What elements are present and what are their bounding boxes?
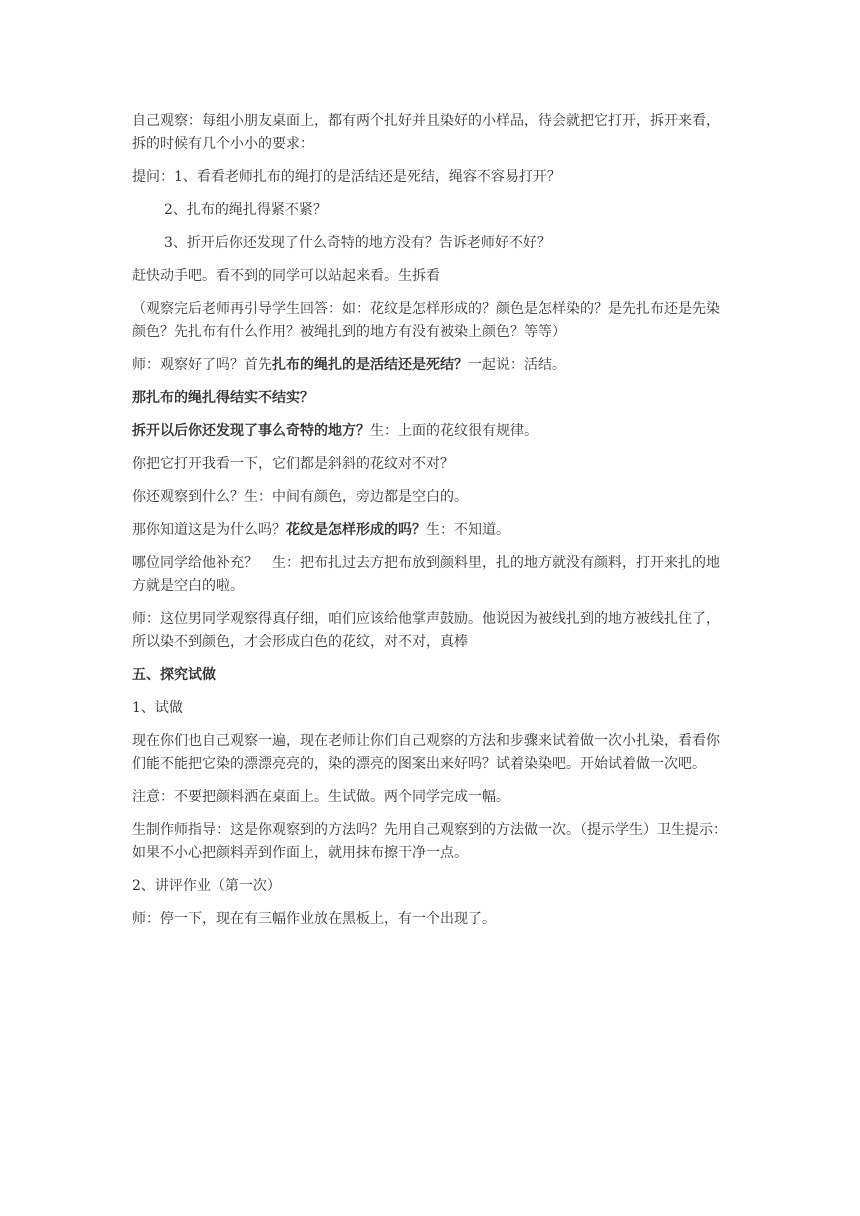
- paragraph-12: [132, 519, 732, 542]
- paragraph-19: [132, 819, 732, 865]
- paragraph-11: [132, 486, 732, 509]
- text-run: 注意：不要把颜料洒在桌面上。生试做。两个同学完成一幅。: [132, 789, 510, 805]
- text-run: 生：不知道。: [426, 522, 510, 538]
- paragraph-5: [132, 265, 732, 288]
- text-run: 你还观察到什么？生：中间有颜色，旁边都是空白的。: [132, 489, 468, 505]
- document-body: [132, 110, 732, 941]
- paragraph-16: [132, 697, 732, 720]
- paragraph-3: [132, 199, 732, 222]
- paragraph-4: [132, 232, 732, 255]
- paragraph-14: [132, 608, 732, 654]
- text-run: 现在你们也自己观察一遍，现在老师让你们自己观察的方法和步骤来试着做一次小扎染，看看你们能不能把它染的漂漂亮亮的，染的漂亮的图案出来好吗？试着染染吧。开始试着做一次吧。: [132, 733, 720, 772]
- text-run: （观察完后老师再引导学生回答：如：花纹是怎样形成的？颜色是怎样染的？是先扎布还是先染颜色？先扎布有什么作用？被绳扎到的地方有没有被染上颜色？等等）: [132, 301, 720, 340]
- text-run: 2、扎布的绳扎得紧不紧？: [164, 202, 327, 218]
- text-run: 哪位同学给他补充？ 生：把布扎过去方把布放到颜料里，扎的地方就没有颜料，打开来扎的地方就是空白的啦。: [132, 555, 720, 594]
- text-run: 你把它打开我看一下，它们都是斜斜的花纹对不对？: [132, 456, 454, 472]
- paragraph-9: [132, 420, 732, 443]
- text-run: 生：上面的花纹很有规律。: [370, 423, 538, 439]
- paragraph-10: [132, 453, 732, 476]
- paragraph-1: [132, 110, 732, 156]
- text-run: 自己观察：每组小朋友桌面上，都有两个扎好并且染好的小样品，待会就把它打开，拆开来看，拆的时候有几个小小的要求：: [132, 113, 720, 152]
- paragraph-6: [132, 298, 732, 344]
- text-run: 提问：1、看看老师扎布的绳打的是活结还是死结，绳容不容易打开？: [132, 169, 561, 185]
- text-run: 1、试做: [132, 700, 183, 716]
- bold-run: 那扎布的绳扎得结实不结实？: [132, 390, 314, 406]
- text-run: 师：观察好了吗？首先: [132, 357, 272, 373]
- text-run: 生制作师指导：这是你观察到的方法吗？先用自己观察到的方法做一次。（提示学生）卫生提示：如果不小心把颜料弄到作面上，就用抹布擦干净一点。: [132, 822, 727, 861]
- paragraph-2: [132, 166, 732, 189]
- text-run: 师：停一下，现在有三幅作业放在黑板上，有一个出现了。: [132, 911, 496, 927]
- text-run: 那你知道这是为什么吗？: [132, 522, 286, 538]
- paragraph-18: [132, 786, 732, 809]
- paragraph-21: [132, 908, 732, 931]
- text-run: 2、讲评作业（第一次）: [132, 878, 281, 894]
- text-run: 3、折开后你还发现了什么奇特的地方没有？告诉老师好不好？: [164, 235, 551, 251]
- section-heading: [132, 664, 732, 687]
- paragraph-17: [132, 730, 732, 776]
- paragraph-13: [132, 552, 732, 598]
- bold-run: 拆开以后你还发现了事么奇特的地方？: [132, 423, 370, 439]
- text-run: 一起说：活结。: [468, 357, 566, 373]
- text-run: 赶快动手吧。看不到的同学可以站起来看。生拆看: [132, 268, 440, 284]
- text-run: 师：这位男同学观察得真仔细，咱们应该给他掌声鼓励。他说因为被线扎到的地方被线扎住了，所以染不到颜色，才会形成白色的花纹，对不对，真棒: [132, 611, 720, 650]
- paragraph-7: [132, 354, 732, 377]
- paragraph-8: [132, 387, 732, 410]
- bold-run: 花纹是怎样形成的吗？: [286, 522, 426, 538]
- paragraph-20: [132, 875, 732, 898]
- bold-run: 五、探究试做: [132, 667, 216, 683]
- bold-run: 扎布的绳扎的是活结还是死结？: [272, 357, 468, 373]
